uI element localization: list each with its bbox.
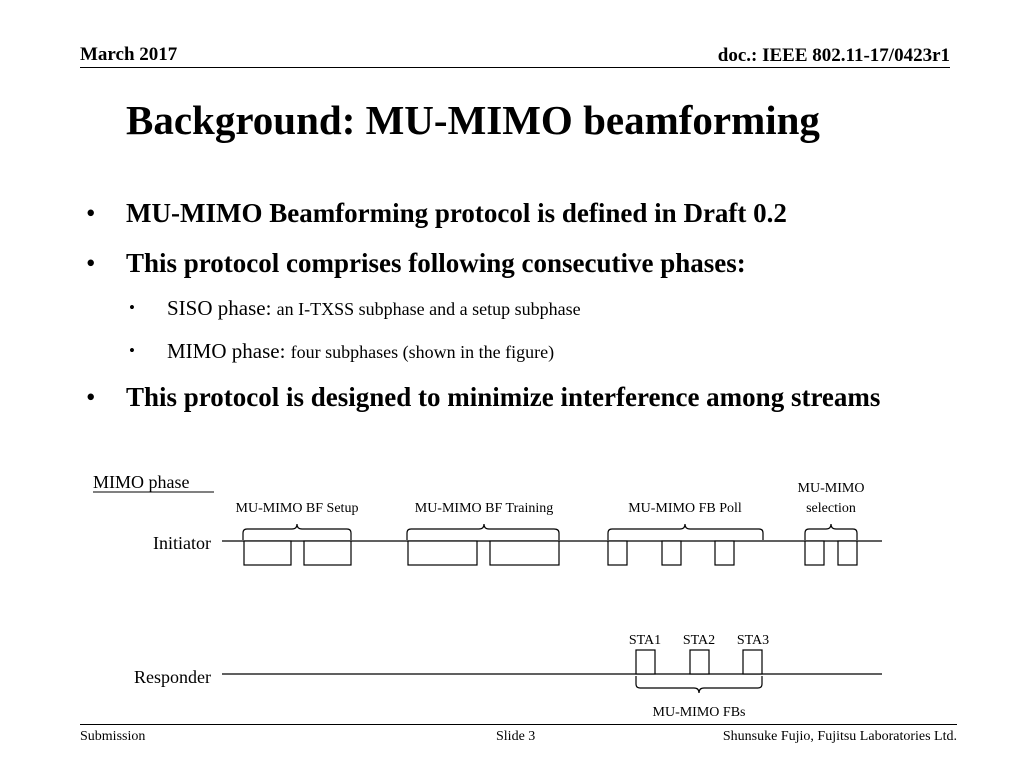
frame-fb-sta2 — [690, 650, 709, 674]
bullet-text: This protocol comprises following consecutive phases: — [126, 248, 746, 278]
initiator-label: Initiator — [153, 533, 211, 553]
bullet-text: MU-MIMO Beamforming protocol is defined in Draft 0.2 — [126, 198, 787, 228]
sub-bullet-label: MIMO phase: — [167, 339, 286, 363]
footer-slide-number: Slide 3 — [496, 729, 536, 744]
footer-author: Shunsuke Fujio, Fujitsu Laboratories Ltd. — [722, 729, 957, 744]
bullet-dot-icon: • — [86, 382, 96, 412]
frame-bf-training-2 — [490, 541, 559, 565]
bullet-dot-icon: • — [129, 298, 135, 317]
bullet-text: This protocol is designed to minimize interference among streams — [126, 382, 881, 412]
bullet-dot-icon: • — [86, 198, 96, 228]
station-label-sta2: STA2 — [682, 633, 716, 648]
frame-fb-poll-3 — [715, 541, 734, 565]
subphase-label-bf-training: MU-MIMO BF Training — [414, 501, 554, 516]
sub-bullet-detail: an I-TXSS subphase and a setup subphase — [276, 299, 581, 319]
bullet-dot-icon: • — [86, 248, 96, 278]
brace-bf-training — [407, 524, 559, 540]
frame-fb-sta3 — [743, 650, 762, 674]
brace-bf-setup — [243, 524, 351, 540]
responder-group-label: MU-MIMO FBs — [652, 705, 746, 720]
station-label-sta1: STA1 — [628, 633, 662, 648]
subphase-label-bf-setup: MU-MIMO BF Setup — [235, 501, 359, 516]
brace-mu-mimo-fbs — [636, 676, 762, 693]
station-label-sta3: STA3 — [736, 633, 770, 648]
frame-fb-poll-1 — [608, 541, 627, 565]
frame-fb-sta1 — [636, 650, 655, 674]
frame-bf-training-1 — [408, 541, 477, 565]
frame-bf-setup-1 — [244, 541, 291, 565]
footer-divider — [80, 724, 957, 725]
subphase-label-selection-line2: selection — [806, 501, 856, 516]
frame-bf-setup-2 — [304, 541, 351, 565]
subphase-label-selection-line1: MU-MIMO — [797, 481, 865, 496]
frame-selection-1 — [805, 541, 824, 565]
brace-selection — [805, 524, 857, 540]
frame-fb-poll-2 — [662, 541, 681, 565]
slide-title: Background: MU-MIMO beamforming — [126, 97, 820, 143]
footer-submission: Submission — [80, 729, 146, 744]
mimo-phase-label: MIMO phase — [93, 472, 190, 492]
sub-bullet-detail: four subphases (shown in the figure) — [290, 342, 555, 362]
sub-bullet-label: SISO phase: — [167, 296, 272, 320]
responder-label: Responder — [134, 667, 211, 687]
header-doc-id: doc.: IEEE 802.11-17/0423r1 — [717, 45, 950, 66]
bullet-dot-icon: • — [129, 341, 135, 360]
brace-fb-poll — [608, 524, 763, 540]
frame-selection-2 — [838, 541, 857, 565]
header-date: March 2017 — [80, 44, 178, 65]
subphase-label-fb-poll: MU-MIMO FB Poll — [628, 501, 742, 516]
